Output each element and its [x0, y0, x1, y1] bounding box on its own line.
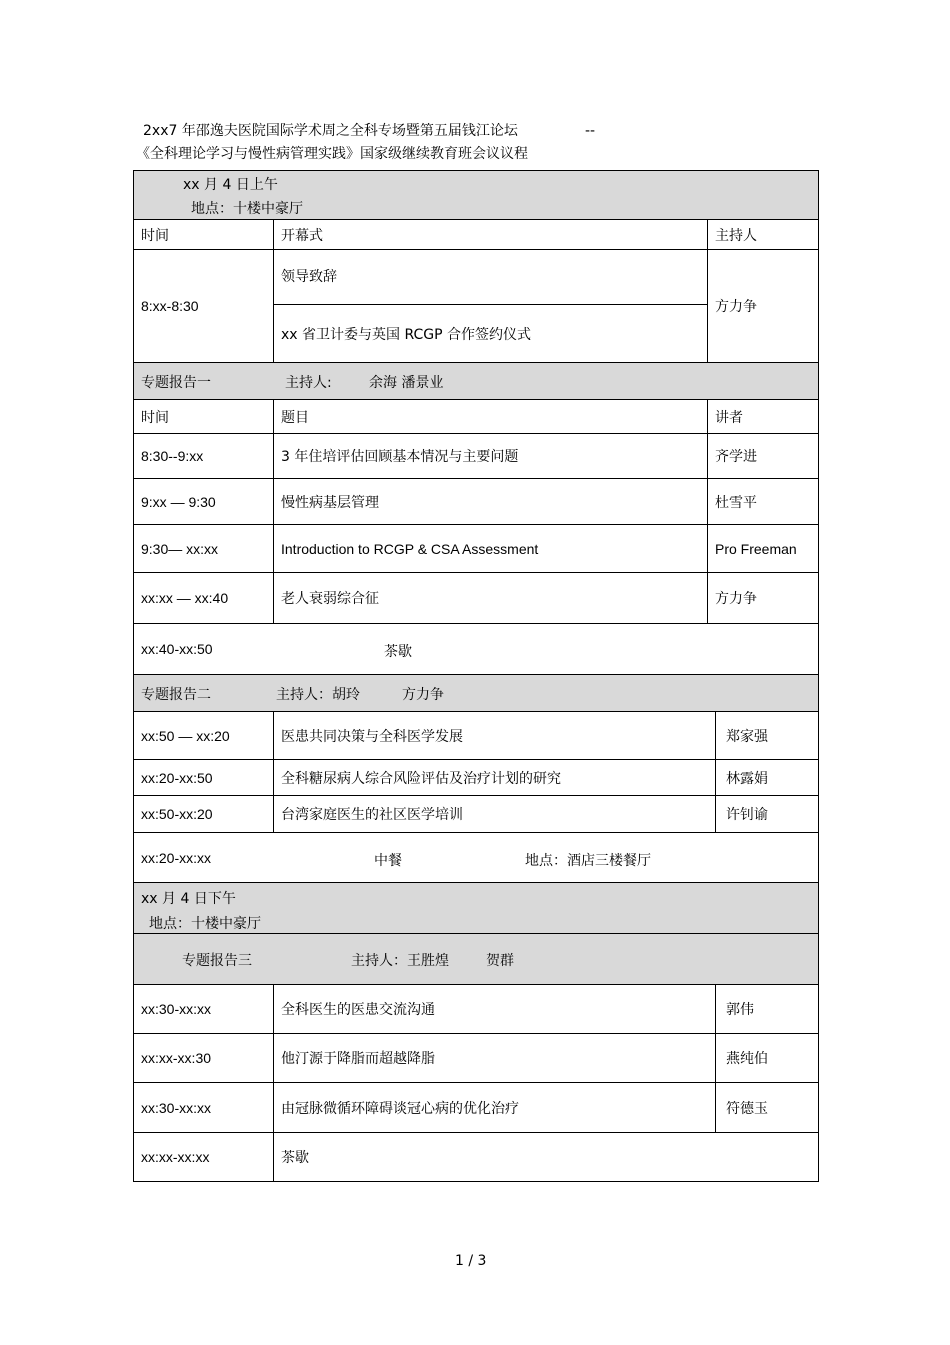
- afternoon-venue: 地点：十楼中豪厅: [149, 916, 261, 932]
- session1-header: [133, 362, 819, 400]
- break2-time: xx:xx-xx:xx: [133, 1132, 274, 1182]
- session2-row2-title: 全科糖尿病人综合风险评估及治疗计划的研究: [273, 759, 716, 796]
- opening-time: 8:xx-8:30: [133, 249, 274, 363]
- header-title-line2: 《全科理论学习与慢性病管理实践》国家级继续教育班会议议程: [136, 146, 528, 162]
- session3-row2-speaker: 燕纯伯: [715, 1033, 819, 1083]
- session2-row3-speaker: 许钊谕: [715, 795, 819, 833]
- lunch-venue: 地点：酒店三楼餐厅: [525, 853, 651, 869]
- morning-header: [133, 170, 819, 220]
- morning-date: xx 月 4 日上午: [183, 177, 278, 193]
- session1-hosts: 余海 潘景业: [369, 375, 444, 391]
- opening-host: 方力争: [707, 249, 819, 363]
- session2-row2-speaker: 林露娟: [715, 759, 819, 796]
- opening-item-signing: xx 省卫计委与英国 RCGP 合作签约仪式: [273, 304, 708, 363]
- session2-hosts: 方力争: [402, 687, 444, 703]
- session1-row1-time: 8:30--9:xx: [133, 433, 274, 479]
- session2-row1-time: xx:50 — xx:20: [133, 711, 274, 760]
- session3-row3-speaker: 符德玉: [715, 1082, 819, 1133]
- opening-col-title: 开幕式: [273, 219, 708, 250]
- session1-col-time: 时间: [133, 399, 274, 434]
- session3-label: 专题报告三: [182, 953, 252, 969]
- afternoon-header: [133, 882, 819, 934]
- session3-row3-time: xx:30-xx:xx: [133, 1082, 274, 1133]
- opening-col-time: 时间: [133, 219, 274, 250]
- session3-row1-title: 全科医生的医患交流沟通: [273, 984, 716, 1034]
- session1-row3-speaker: Pro Freeman: [707, 524, 819, 573]
- session1-row1-title: 3 年住培评估回顾基本情况与主要问题: [273, 433, 708, 479]
- session3-row1-speaker: 郭伟: [715, 984, 819, 1034]
- session1-row3-time: 9:30— xx:xx: [133, 524, 274, 573]
- session3-row3-title: 由冠脉微循环障碍谈冠心病的优化治疗: [273, 1082, 716, 1133]
- break1-time: xx:40-xx:50: [141, 641, 213, 657]
- session1-row1-speaker: 齐学进: [707, 433, 819, 479]
- morning-venue: 地点：十楼中豪厅: [191, 201, 303, 217]
- session3-host-label: 主持人：王胜煌: [351, 953, 449, 969]
- session1-row2-time: 9:xx — 9:30: [133, 478, 274, 525]
- session3-row2-title: 他汀源于降脂而超越降脂: [273, 1033, 716, 1083]
- session2-host-label: 主持人：胡玲: [276, 687, 360, 703]
- session2-row3-time: xx:50-xx:20: [133, 795, 274, 833]
- session3-row2-time: xx:xx-xx:30: [133, 1033, 274, 1083]
- lunch-row: [133, 832, 819, 883]
- break1-row: [133, 623, 819, 675]
- session1-col-title: 题目: [273, 399, 708, 434]
- header-title-line1: 2xx7 年邵逸夫医院国际学术周之全科专场暨第五届钱江论坛: [143, 123, 518, 139]
- session1-host-label: 主持人:: [285, 375, 332, 391]
- header-title-dash: --: [585, 123, 596, 139]
- session1-label: 专题报告一: [141, 375, 211, 391]
- session1-row4-speaker: 方力争: [707, 572, 819, 624]
- session3-hosts: 贺群: [486, 953, 514, 969]
- session2-row2-time: xx:20-xx:50: [133, 759, 274, 796]
- session3-row1-time: xx:30-xx:xx: [133, 984, 274, 1034]
- session1-row2-title: 慢性病基层管理: [273, 478, 708, 525]
- session1-row2-speaker: 杜雪平: [707, 478, 819, 525]
- session1-row3-title: Introduction to RCGP & CSA Assessment: [273, 524, 708, 573]
- break2-label: 茶歇: [273, 1132, 819, 1182]
- session1-row4-time: xx:xx — xx:40: [133, 572, 274, 624]
- session2-row1-speaker: 郑家强: [715, 711, 819, 760]
- session2-row1-title: 医患共同决策与全科医学发展: [273, 711, 716, 760]
- session1-row4-title: 老人衰弱综合征: [273, 572, 708, 624]
- session1-col-speaker: 讲者: [707, 399, 819, 434]
- lunch-time: xx:20-xx:xx: [141, 850, 212, 866]
- session2-label: 专题报告二: [141, 687, 211, 703]
- afternoon-date: xx 月 4 日下午: [141, 891, 236, 907]
- session3-header: [133, 933, 819, 985]
- session2-header: [133, 674, 819, 712]
- opening-item-speech: 领导致辞: [273, 249, 708, 305]
- opening-col-host: 主持人: [707, 219, 819, 250]
- lunch-label: 中餐: [374, 853, 402, 869]
- session2-row3-title: 台湾家庭医生的社区医学培训: [273, 795, 716, 833]
- break1-label: 茶歇: [384, 644, 412, 660]
- page-number: 1 / 3: [455, 1253, 487, 1269]
